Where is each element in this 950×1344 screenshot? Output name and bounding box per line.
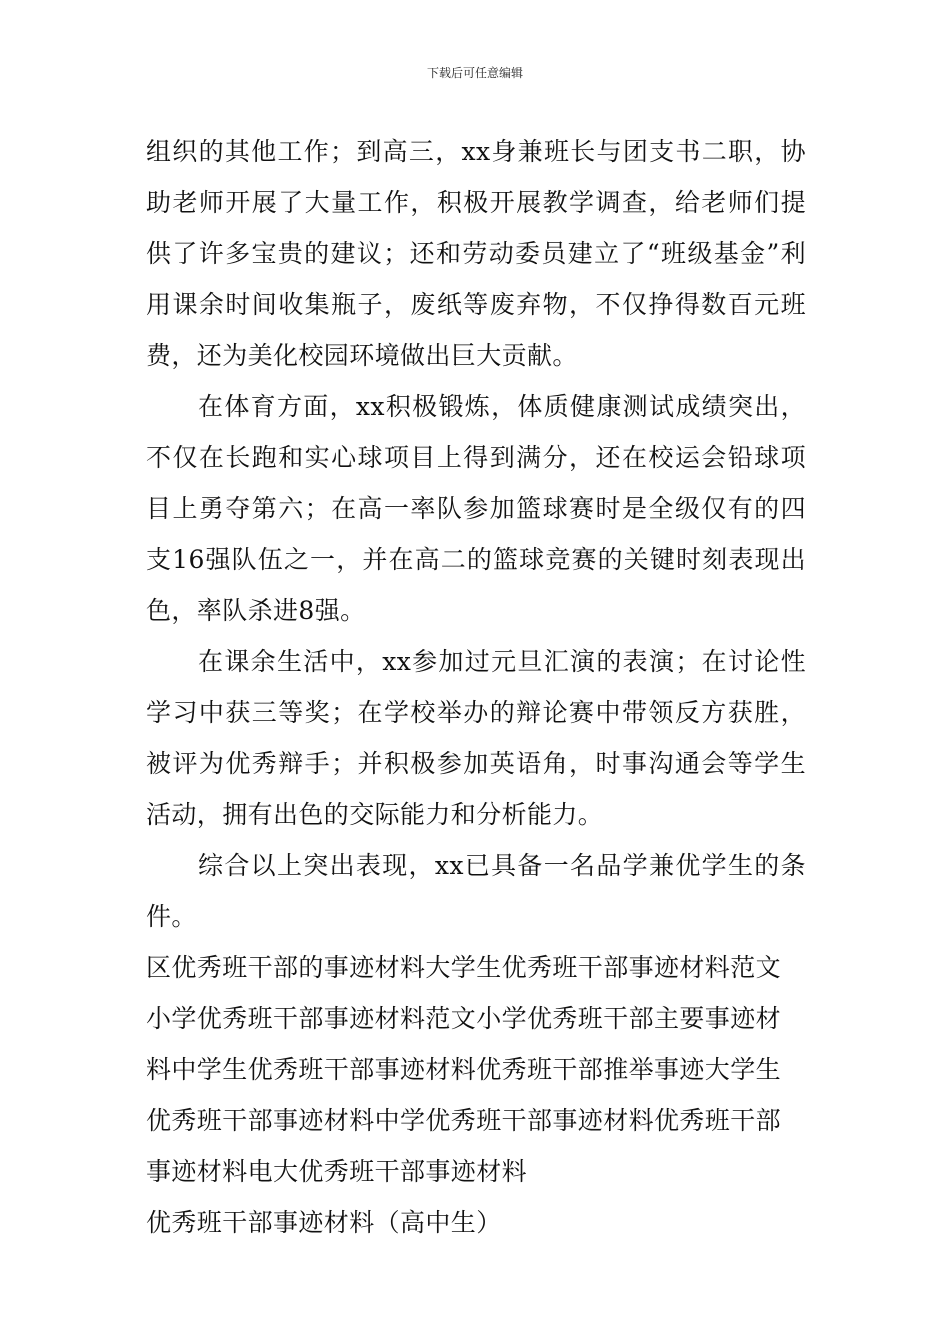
paragraph-leadership: 组织的其他工作；到高三，xx身兼班长与团支书二职，协助老师开展了大量工作，积极开展教学调查，给老师们提供了许多宝贵的建议；还和劳动委员建立了“班级基金”利用课余时间收集瓶子，废纸等废弃物，不仅挣得数百元班费，还为美化校园环境做出巨大贡献。 <box>146 137 806 370</box>
paragraph-sports: 在体育方面，xx积极锻炼，体质健康测试成绩突出，不仅在长跑和实心球项目上得到满分，还在校运会铅球项目上勇夺第六；在高一率队参加篮球赛时是全级仅有的四支16强队伍之一，并在高二的篮球竞赛的关键时刻表现出色，率队杀进8强。 <box>146 392 806 625</box>
document-body <box>146 126 806 1248</box>
document-title: 优秀班干部事迹材料（高中生） <box>146 1208 502 1237</box>
download-note: 下载后可任意编辑 <box>426 66 523 80</box>
paragraph-activities: 在课余生活中，xx参加过元旦汇演的表演；在讨论性学习中获三等奖；在学校举办的辩论赛中带领反方获胜，被评为优秀辩手；并积极参加英语角，时事沟通会等学生活动，拥有出色的交际能力和分析能力。 <box>146 647 806 829</box>
paragraph-summary: 综合以上突出表现，xx已具备一名品学兼优学生的条件。 <box>146 851 806 931</box>
related-titles: 区优秀班干部的事迹材料大学生优秀班干部事迹材料范文小学优秀班干部事迹材料范文小学优秀班干部主要事迹材料中学生优秀班干部事迹材料优秀班干部推举事迹大学生优秀班干部事迹材料中学优秀班干部事迹材料优秀班干部事迹材料电大优秀班干部事迹材料 <box>146 953 782 1186</box>
